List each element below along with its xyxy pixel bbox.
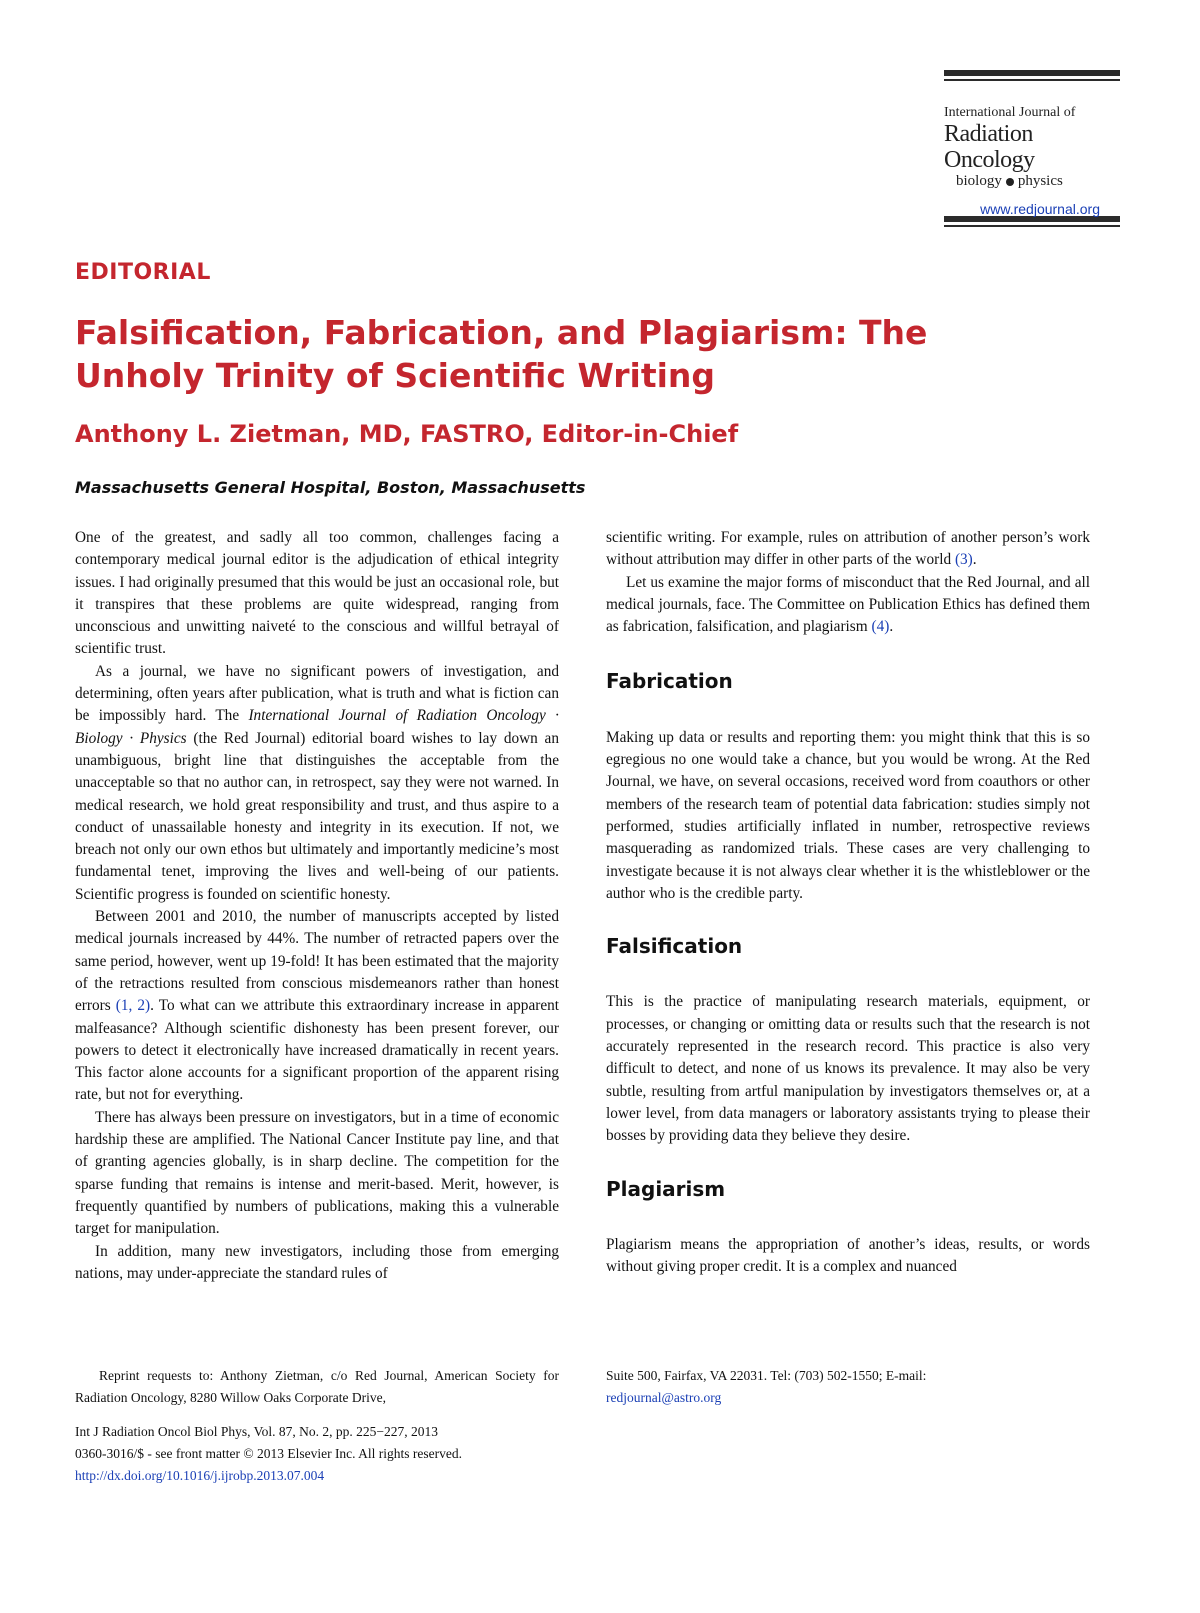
paragraph: Plagiarism means the appropriation of another’s ideas, results, or words without giving proper credit. It is a complex and nuanced	[606, 1235, 1090, 1276]
paragraph: This is the practice of manipulating research materials, equipment, or processes, or changing or omitting data or results such that the research is not accurately represented in the research record. This practice is also very difficult to detect, and none of us knows its prevalence. It may also be very subtle, resulting from artful manipulation by investigators themselves or, at a lower level, from data managers or laboratory assistants trying to please their bosses by providing data they believe they desire.	[606, 993, 1090, 1145]
text: .	[889, 618, 894, 636]
paragraph: One of the greatest, and sadly all too common, challenges facing a contemporary medical journal editor is the adjudication of ethical integrity issues. I had originally presumed that this would be just an occasional role, but it transpires that these problems are quite widespread, ranging from unconscious and unwitting naiveté to the conscious and willful betrayal of scientific trust.	[75, 529, 559, 658]
text: As a journal, we have no significant powers of investigation, and determining, often years after publication, what is truth and what is fiction can be impossibly hard. The	[75, 662, 559, 725]
paragraph: In addition, many new investigators, including those from emerging nations, may under-appreciate the standard rules of	[75, 1242, 559, 1282]
text: .	[972, 551, 977, 569]
right-column	[606, 527, 1090, 1278]
journal-name-line3	[956, 173, 1120, 190]
text: scientific writing. For example, rules on attribution of another person’s work without attribution may differ in other parts of the world	[606, 529, 1090, 569]
left-column	[75, 527, 559, 1285]
masthead-top-rule	[944, 70, 1120, 76]
article-author: Anthony L. Zietman, MD, FASTRO, Editor-in-Chief	[75, 420, 739, 448]
paragraph: There has always been pressure on investigators, but in a time of economic hardship these are amplified. The National Cancer Institute pay line, and that of granting agencies globally, is in sharp decline. The competition for the sparse funding that remains is intense and merit-based. Merit, however, is frequently quantified by numbers of publications, making this a vulnerable target for manipulation.	[75, 1108, 559, 1238]
author-affiliation: Massachusetts General Hospital, Boston, Massachusetts	[75, 478, 586, 497]
paragraph: Making up data or results and reporting them: you might think that this is so egregious no one would take a chance, but you would be wrong. At the Red Journal, we have, on several occasions, received word from coauthors or other members of the research team of potential data fabrication: studies simply not performed, studies artificially inflated in number, retrospective reviews masquerading as randomized trials. These cases are very challenging to investigate because it is not always clear whether it is the whistleblower or the author who is the credible party.	[606, 728, 1090, 902]
journal-name-line2: Radiation Oncology	[944, 121, 1035, 173]
paragraph	[75, 906, 559, 1107]
footnote-text: Suite 500, Fairfax, VA 22031. Tel: (703) 502-1550; E-mail:	[606, 1368, 927, 1383]
paragraph	[75, 661, 559, 906]
citation-block	[75, 1421, 462, 1487]
text: Let us examine the major forms of misconduct that the Red Journal, and all medical journals, face. The Committee on Publication Ethics has defined them as fabrication, falsification, and plagiarism	[606, 573, 1090, 636]
email-link[interactable]: redjournal@astro.org	[606, 1390, 722, 1405]
journal-title-italic: International Journal of Radiation Oncology · Biology · Physics	[75, 707, 559, 747]
masthead-bottom-thin-rule	[944, 225, 1120, 227]
section-heading-plagiarism: Plagiarism	[606, 1176, 726, 1201]
section-heading-falsification: Falsification	[606, 934, 743, 959]
copyright-line: 0360-3016/$ - see front matter © 2013 Elsevier Inc. All rights reserved.	[75, 1446, 463, 1461]
footnote-text: Reprint requests to: Anthony Zietman, c/o Red Journal, American Society for Radiation Oncology, 8280 Willow Oaks Corporate Drive,	[75, 1368, 559, 1405]
journal-name-biology: biology	[956, 173, 1002, 189]
text: . To what can we attribute this extraordinary increase in apparent malfeasance? Although scientific dishonesty has been present forever, our powers to detect it electronically have increased dramatically in recent years. This factor alone accounts for a significant proportion of the apparent rising rate, but not for everything.	[75, 997, 560, 1104]
journal-url-link[interactable]: www.redjournal.org	[980, 201, 1100, 217]
doi-link[interactable]: http://dx.doi.org/10.1016/j.ijrobp.2013.07.004	[75, 1468, 325, 1483]
citation-line: Int J Radiation Oncol Biol Phys, Vol. 87, No. 2, pp. 225−227, 2013	[75, 1424, 439, 1439]
journal-name-line1: International Journal of	[944, 105, 1076, 120]
journal-name-physics: physics	[1017, 173, 1063, 189]
reference-link[interactable]: (3)	[954, 551, 973, 569]
paragraph	[606, 527, 1090, 572]
text: (the Red Journal) editorial board wishes to lay down an unambiguous, bright line that distinguishes the acceptable from the unacceptable so that no author can, in retrospect, say they were not warned. In medical research, we hold great responsibility and trust, and thus aspire to a conduct of unassailable honesty and integrity in its execution. If not, we breach not only our own ethos but ultimately and importantly medicine’s most fundamental tenet, improving the lives and well-being of our patients. Scientific progress is founded on scientific honesty.	[75, 729, 559, 903]
section-heading-fabrication: Fabrication	[606, 669, 733, 694]
reference-link[interactable]: (1, 2)	[115, 997, 151, 1015]
reprint-footnote	[75, 1365, 559, 1409]
reference-link[interactable]: (4)	[871, 618, 890, 636]
masthead-top-thin-rule	[944, 79, 1120, 81]
article-title: Falsification, Fabrication, and Plagiarism: The Unholy Trinity of Scientific Writing	[75, 313, 928, 395]
reprint-footnote-continued	[606, 1365, 1090, 1409]
text: Between 2001 and 2010, the number of manuscripts accepted by listed medical journals increased by 44%. The number of retracted papers over the same period, however, went up 19-fold! It has been estimated that the majority of the retractions resulted from conscious misdemeanors rather than honest errors	[75, 908, 559, 1015]
section-label: EDITORIAL	[75, 260, 211, 285]
bullet-icon	[1006, 178, 1014, 186]
paragraph	[606, 572, 1090, 639]
